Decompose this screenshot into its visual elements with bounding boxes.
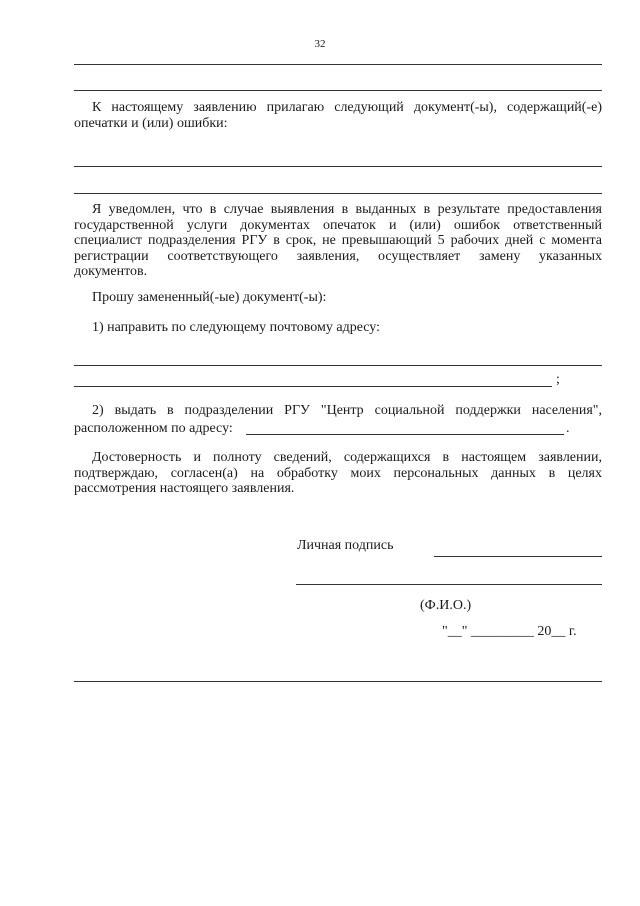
attachment-field-line-1[interactable]: [74, 166, 602, 167]
bottom-rule: [74, 681, 602, 682]
option-mail-label: 1) направить по следующему почтовому адресу:: [92, 320, 380, 335]
notice-paragraph: Я уведомлен, что в случае выявления в выданных в результате предоставления государственной услуги документах опечаток и (или) ошибок ответственный специалист подразделения РГУ в срок, не превышающий 5 рабочих дней с момента регистрации соответствующего заявления, осуществляет замену указанных документов.: [74, 202, 602, 279]
postal-address-line-1[interactable]: [74, 365, 602, 366]
option-mail-end-mark: ;: [556, 372, 560, 387]
page-number: 32: [314, 38, 326, 50]
option-office-end-mark: .: [566, 421, 570, 436]
fio-label: (Ф.И.О.): [420, 598, 472, 613]
document-field-line-1[interactable]: [74, 64, 602, 65]
fio-field-line[interactable]: [296, 584, 602, 585]
attachment-paragraph: К настоящему заявлению прилагаю следующий документ(-ы), содержащий(-е) опечатки и (или) ошибки:: [74, 100, 602, 131]
signature-label: Личная подпись: [297, 538, 394, 553]
postal-address-line-2[interactable]: [74, 386, 552, 387]
signature-field-line[interactable]: [434, 556, 602, 557]
office-address-line[interactable]: [246, 434, 564, 435]
attachment-field-line-2[interactable]: [74, 193, 602, 194]
option-office-label: 2) выдать в подразделении РГУ "Центр социальной поддержки населения",: [92, 403, 602, 418]
option-office-label-2: расположенном по адресу:: [74, 421, 233, 436]
document-field-line-2[interactable]: [74, 90, 602, 91]
date-field[interactable]: "__" _________ 20__ г.: [442, 624, 577, 639]
request-label: Прошу замененный(-ые) документ(-ы):: [92, 290, 327, 305]
consent-paragraph: Достоверность и полноту сведений, содержащихся в настоящем заявлении, подтверждаю, согласен(а) на обработку моих персональных данных в целях рассмотрения настоящего заявления.: [74, 450, 602, 496]
